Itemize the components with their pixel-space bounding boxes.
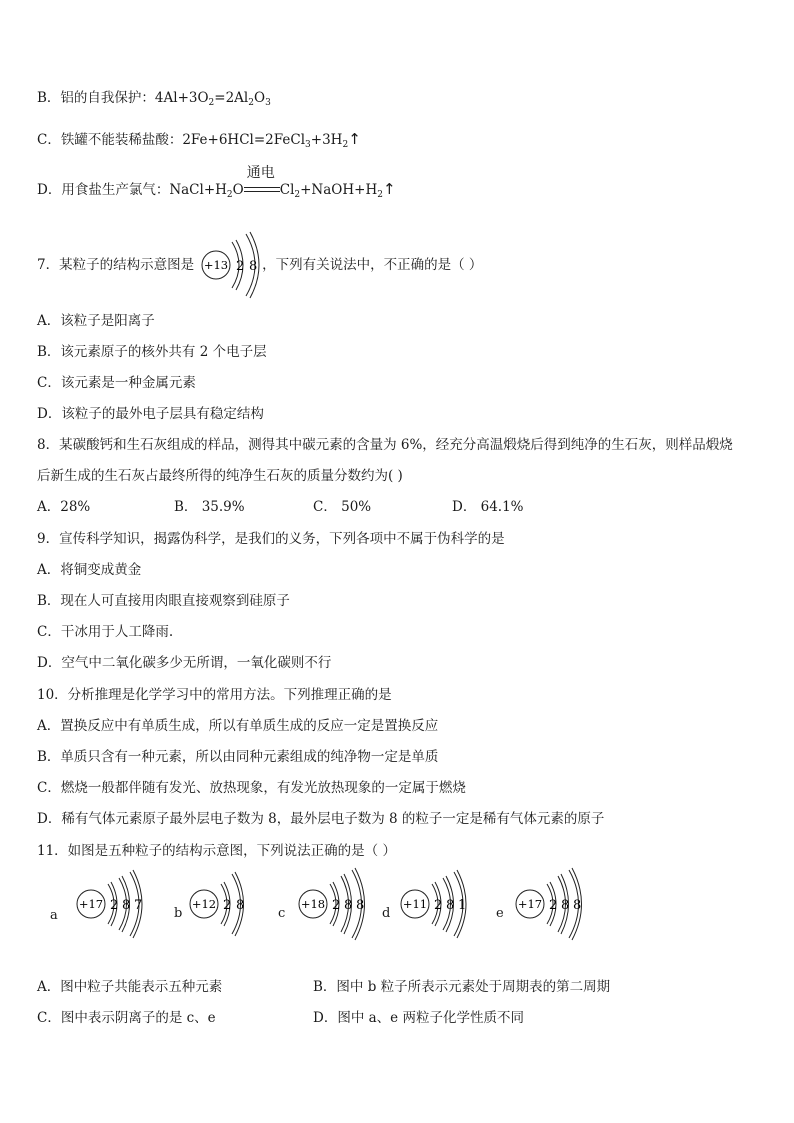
atom-c [296, 870, 376, 938]
shell-electrons: 8 [573, 898, 582, 913]
q6-option-c: C．铁罐不能装稀盐酸：$2Fe+6HCl=2FeCl_3+3H_2↑$ [37, 130, 361, 150]
shell-electrons: 8 [236, 898, 245, 913]
q7-option-b: B．该元素原子的核外共有 2 个电子层 [37, 344, 267, 360]
shell-electrons: 8 [344, 898, 353, 913]
shell-electrons: 2 [434, 898, 443, 913]
q8-option-d: D． 64.1% [452, 499, 524, 515]
q11-option-a: A．图中粒子共能表示五种元素 [37, 979, 223, 995]
q7-atom-diagram [196, 230, 266, 304]
atom-label-c: c [278, 906, 286, 921]
q7-option-d: D．该粒子的最外电子层具有稳定结构 [37, 406, 264, 422]
q11-option-b: B．图中 b 粒子所表示元素处于周期表的第二周期 [313, 979, 611, 995]
shell-electrons: 2 [110, 898, 119, 913]
nucleus-charge: +17 [78, 897, 104, 911]
atom-e [513, 870, 593, 938]
shell-electrons: 1 [458, 898, 467, 913]
q8-stem-line1: 8．某碳酸钙和生石灰组成的样品，测得其中碳元素的含量为 6%，经充分高温煅烧后得到纯净的生石灰，则样品煅烧 [37, 437, 733, 453]
nucleus-charge: +13 [203, 258, 229, 272]
q10-stem: 10．分析推理是化学学习中的常用方法。下列推理正确的是 [37, 687, 392, 703]
q11-stem: 11．如图是五种粒子的结构示意图，下列说法正确的是（ ） [37, 843, 396, 859]
equals-bar-top [244, 187, 280, 188]
q7-option-a: A．该粒子是阳离子 [37, 313, 155, 329]
q11-options-row2 [0, 1009, 794, 1027]
q10-option-a: A．置换反应中有单质生成，所以有单质生成的反应一定是置换反应 [37, 718, 439, 734]
q6-option-d: D．用食盐生产氯气：$NaCl+H_2O$ 通电 $Cl_2+NaOH+H_2↑$ [37, 164, 396, 200]
q10-option-b: B．单质只含有一种元素，所以由同种元素组成的纯净物一定是单质 [37, 749, 439, 765]
shell-electrons-1: 2 [236, 259, 245, 274]
shell-electrons: 8 [356, 898, 365, 913]
nucleus-charge: +12 [191, 897, 217, 911]
q11-option-d: D．图中 a、e 两粒子化学性质不同 [313, 1010, 524, 1026]
atom-label-d: d [382, 906, 391, 921]
equals-bar-bottom [244, 191, 280, 192]
q9-option-d: D．空气中二氧化碳多少无所谓，一氧化碳则不行 [37, 655, 332, 671]
q9-stem: 9．宣传科学知识，揭露伪科学，是我们的义务，下列各项中不属于伪科学的是 [37, 531, 505, 547]
shell-electrons: 7 [134, 898, 143, 913]
q10-option-d: D．稀有气体元素原子最外层电子数为 8，最外层电子数为 8 的粒子一定是稀有气体元素的原子 [37, 811, 605, 827]
condition-text: 通电 [246, 164, 275, 181]
atom-structure [196, 230, 266, 300]
shell-electrons: 2 [332, 898, 341, 913]
q6-option-b: B．铝的自我保护：$4Al+3O_2=2Al_2O_3$ [37, 90, 271, 108]
atom-label-a: a [50, 908, 58, 923]
q7-stem: 7．某粒子的结构示意图是 ，下列有关说法中，不正确的是（ ） [37, 257, 483, 273]
q11-atom-diagrams [0, 866, 794, 946]
reaction-condition [244, 164, 280, 198]
q8-option-b: B． 35.9% [174, 499, 245, 515]
shell-electrons: 8 [561, 898, 570, 913]
nucleus-charge: +18 [300, 897, 326, 911]
q8-option-a: A．28% [37, 499, 91, 515]
q8-option-c: C． 50% [313, 499, 372, 515]
q11-option-c: C．图中表示阴离子的是 c、e [37, 1010, 216, 1026]
q11-options-row1 [0, 978, 794, 996]
q8-options [0, 498, 794, 516]
nucleus-charge: +11 [402, 897, 428, 911]
atom-label-e: e [496, 906, 504, 921]
shell-electrons: 2 [223, 898, 232, 913]
q10-option-c: C．燃烧一般都伴随有发光、放热现象，有发光放热现象的一定属于燃烧 [37, 780, 466, 796]
atom-a [74, 872, 154, 938]
q9-option-b: B．现在人可直接用肉眼直接观察到硅原子 [37, 593, 290, 609]
q8-stem-line2: 后新生成的生石灰占最终所得的纯净生石灰的质量分数约为( ) [37, 468, 403, 484]
q7-option-c: C．该元素是一种金属元素 [37, 375, 196, 391]
atom-label-b: b [174, 906, 183, 921]
atom-b [187, 872, 257, 938]
nucleus-charge: +17 [517, 897, 543, 911]
q9-option-a: A．将铜变成黄金 [37, 562, 142, 578]
shell-electrons: 8 [122, 898, 131, 913]
shell-electrons-2: 8 [249, 259, 258, 274]
shell-electrons: 2 [549, 898, 558, 913]
atom-d [398, 872, 478, 938]
shell-electrons: 8 [446, 898, 455, 913]
q9-option-c: C．干冰用于人工降雨. [37, 624, 174, 640]
